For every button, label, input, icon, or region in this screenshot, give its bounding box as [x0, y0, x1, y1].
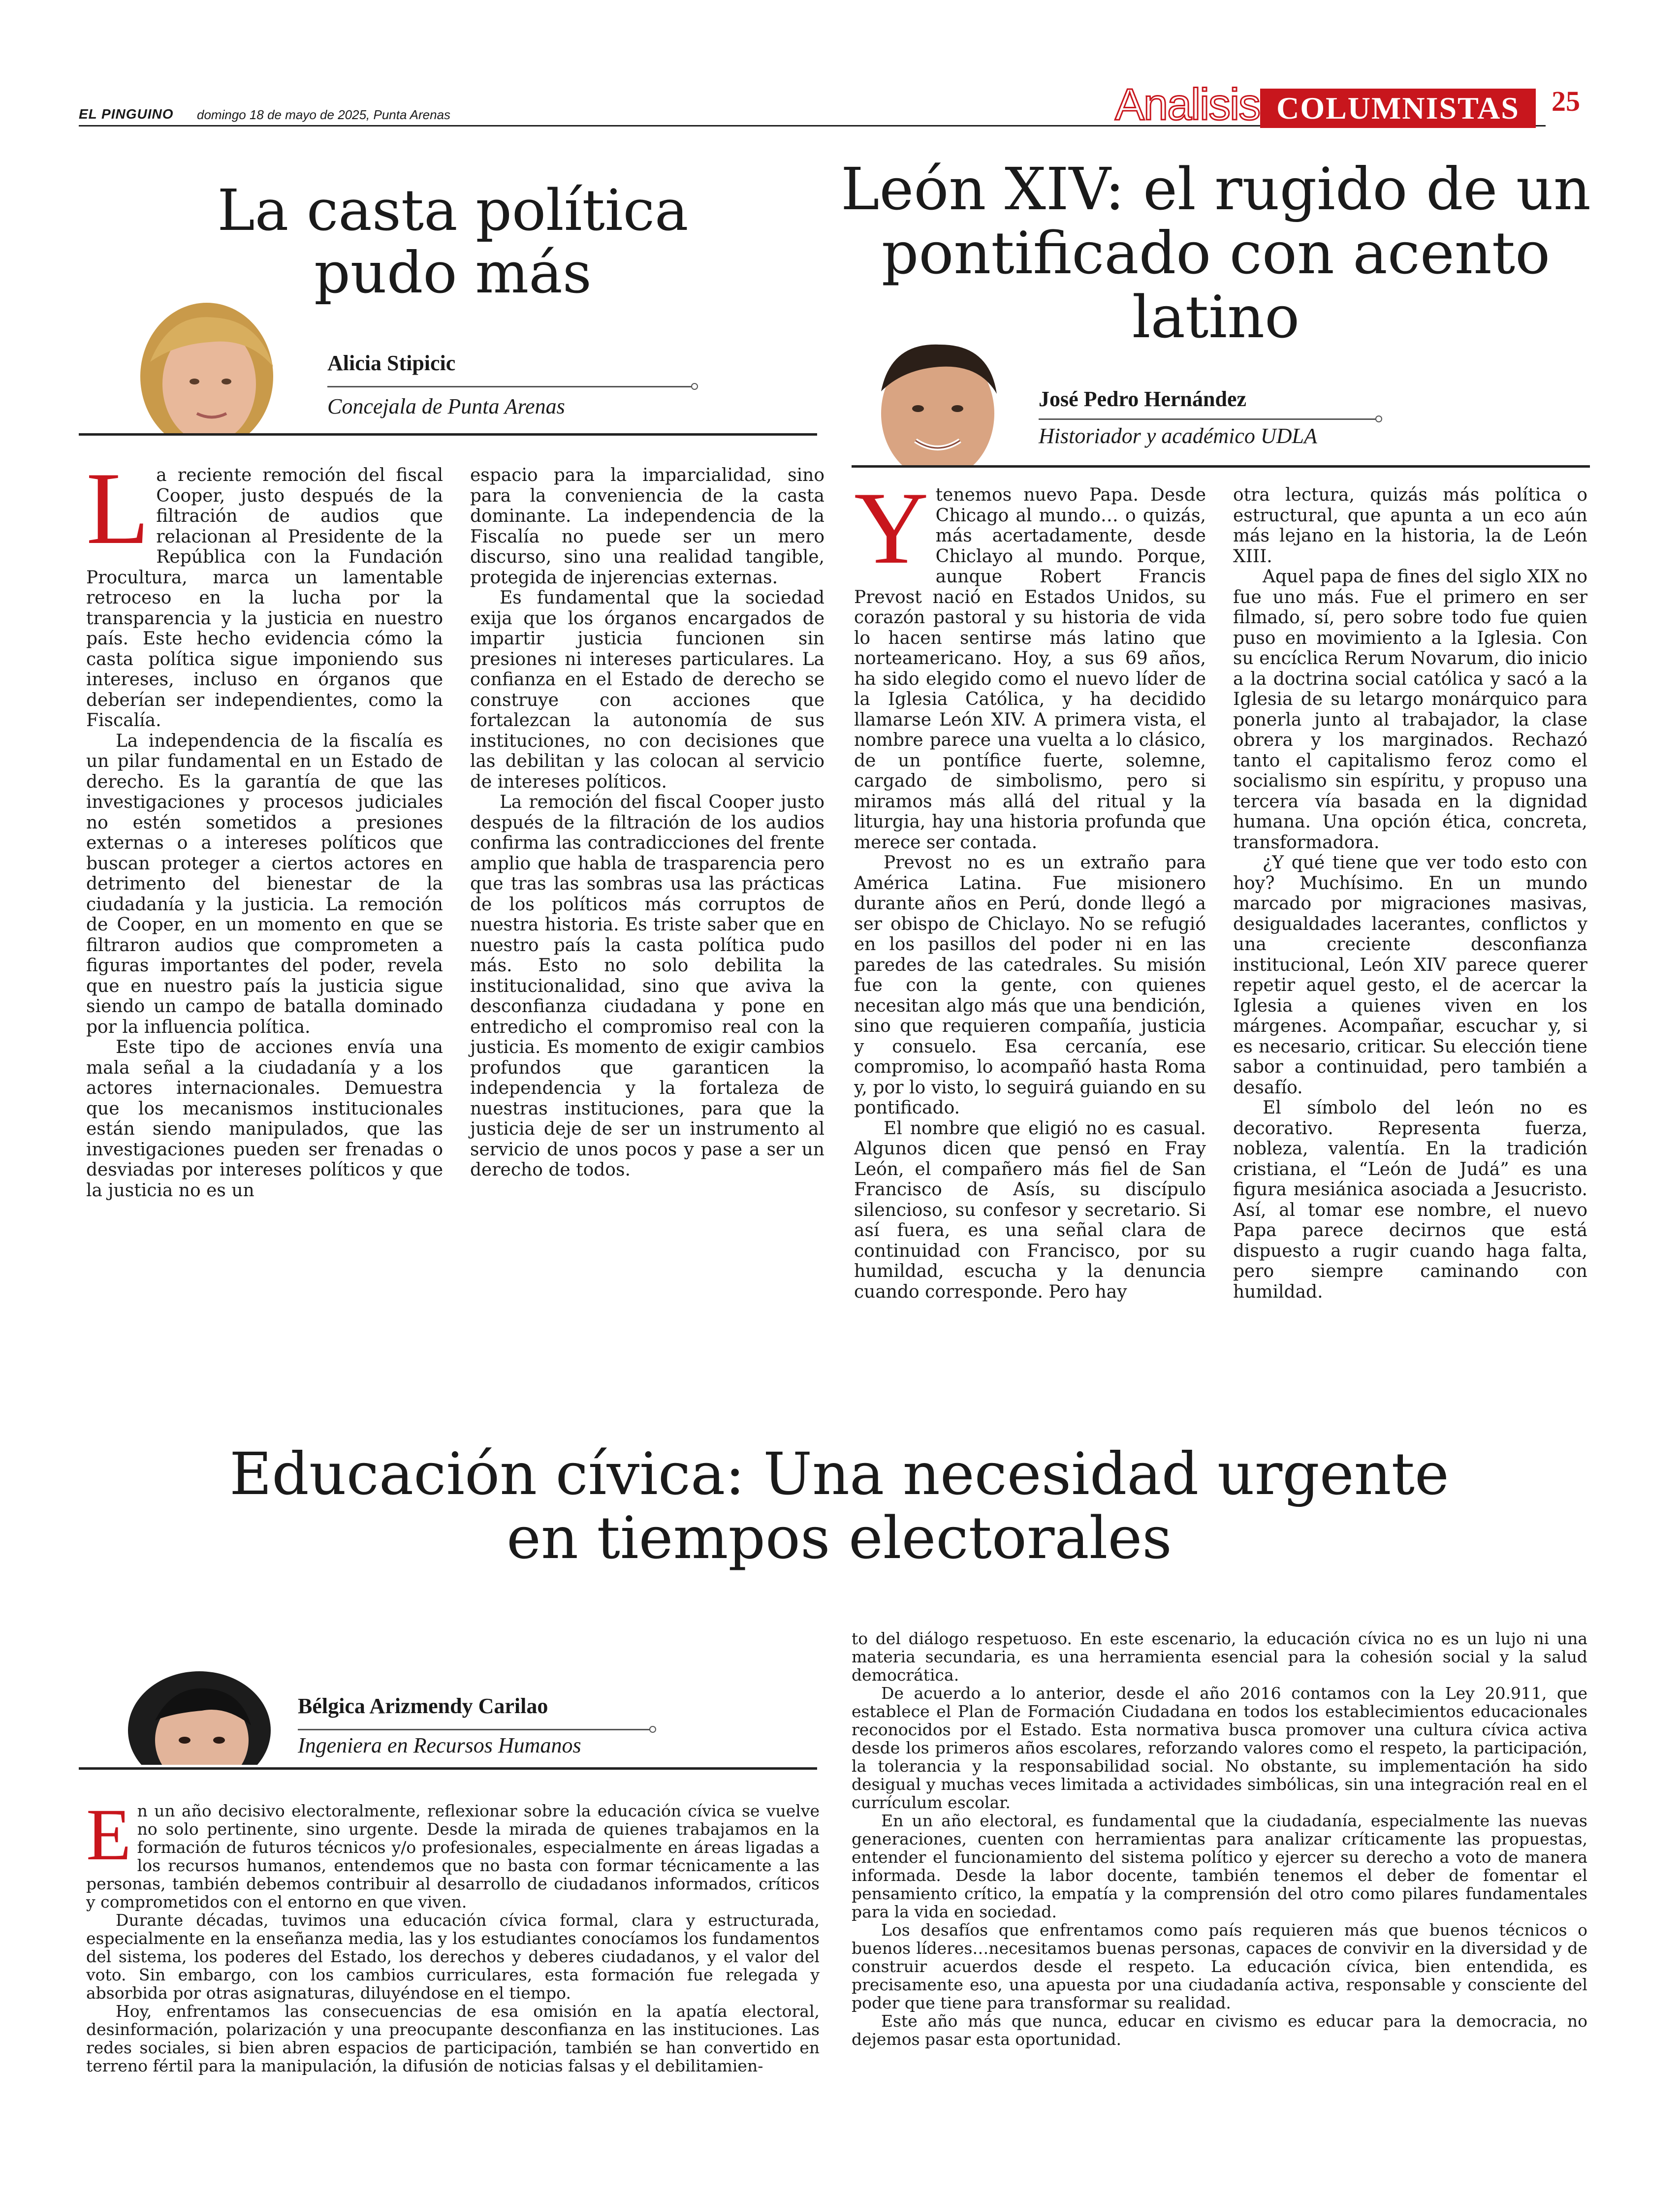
article1-paragraph: a reciente remoción del fiscal Cooper, justo después de la filtración de audios que relacionan al Presidente de la República con la Fundación Procultura, marca un lamentable retroceso en la lucha por la transparencia y la justicia en nuestro país. Este hecho evidencia cómo la casta política sigue imponiendo sus intereses, incluso en órganos que deberían ser independientes, como la Fiscalía.	[86, 465, 443, 731]
article1-role: Concejala de Punta Arenas	[327, 394, 565, 418]
article1-paragraph: Este tipo de acciones envía una mala señal a la ciudadanía y a los actores internacionales. Demuestra que los mecanismos institucionales están siendo manipulados, que las investigaciones pueden ser frenadas o desviadas por intereses políticos y que la justicia no es un	[86, 1037, 443, 1201]
article3-paragraph: Los desafíos que enfrentamos como país requieren más que buenos técnicos o buenos líderes…necesitamos buenas personas, capaces de convivir en la diversidad y de construir acuerdos desde el respeto. La educación cívica, bien entendida, es precisamente eso, una apuesta por una ciudadanía activa, responsable y consciente del poder que tiene para transformar su realidad.	[852, 1920, 1587, 2012]
article1-paragraph: espacio para la imparcialidad, sino para la conveniencia de la casta dominante. La independencia de la Fiscalía no puede ser un mero discurso, sino una realidad tangible, protegida de injerencias externas.	[470, 465, 824, 588]
article2-paragraph: tenemos nuevo Papa. Desde Chicago al mundo… o quizás, más acertadamente, desde Chiclayo al mundo. Porque, aunque Robert Francis Prevost nació en Estados Unidos, su corazón pastoral y su historia de vida lo hacen sentirse más latino que norteamericano. Hoy, a sus 69 años, ha sido elegido como el nuevo líder de la Iglesia Católica, y ha decidido llamarse León XIV. A primera vista, el nombre parece una vuelta a lo clásico, de un pontífice fuerte, solemne, cargado de simbolismo, pero si miramos más allá del ritual y la liturgia, hay una historia profunda que merece ser contada.	[854, 485, 1206, 853]
article3-rule-dot	[649, 1726, 656, 1733]
article2-role: Historiador y académico UDLA	[1039, 424, 1317, 448]
article3-title: Educación cívica: Una necesidad urgente en tiempos electorales	[229, 1440, 1449, 1572]
article1-top-rule	[79, 433, 817, 436]
article3-author: Bélgica Arizmendy Carilao	[298, 1694, 548, 1718]
section-label: COLUMNISTAS	[1260, 89, 1536, 128]
article3-paragraph: n un año decisivo electoralmente, reflexionar sobre la educación cívica se vuelve no solo pertinente, sino urgente. Desde la mirada de quienes trabajamos en la formación de futuros técnicos y/o profesionales, especialmente en áreas ligadas a los recursos humanos, entendemos que no basta con formar técnicamente a las personas, también debemos contribuir al desarrollo de ciudadanos informados, críticos y comprometidos con el entorno en que viven.	[86, 1801, 820, 1911]
article3-author-rule	[298, 1729, 652, 1730]
article2-paragraph: ¿Y qué tiene que ver todo esto con hoy? Muchísimo. En un mundo marcado por migraciones masivas, desigualdades lacerantes, conflictos y una creciente desconfianza institucional, León XIV parece querer repetir aquel gesto, el de acercar la Iglesia a quienes viven en los márgenes. Acompañar, escuchar y, si es necesario, criticar. Su elección tiene sabor a continuidad, pero también a desafío.	[1233, 853, 1587, 1098]
section-kicker: Analisis	[1115, 80, 1260, 129]
article1-column-1	[86, 451, 443, 1201]
article2-author-rule	[1039, 418, 1378, 420]
article3-paragraph: En un año electoral, es fundamental que la ciudadanía, especialmente las nuevas generaciones, cuenten con herramientas para analizar críticamente las propuestas, entender el funcionamiento del sistema político y ejercer su derecho a voto de manera informada. Desde la labor docente, también tenemos el deber de fomentar el pensamiento crítico, la empatía y la comprensión del otro como pilares fundamentales para la vida en sociedad.	[852, 1811, 1587, 1921]
article3-paragraph: to del diálogo respetuoso. En este escenario, la educación cívica no es un lujo ni una materia secundaria, es una herramienta esencial para la cohesión social y la salud democrática.	[852, 1629, 1587, 1685]
article2-top-rule	[852, 465, 1590, 468]
author-portrait-arizmendy	[118, 1666, 281, 1765]
article1-author-rule	[327, 386, 694, 387]
article3-column-2	[852, 1629, 1587, 2048]
author-portrait-hernandez	[856, 335, 1019, 465]
newspaper-brand: EL PINGUINO	[79, 106, 174, 122]
article2-rule-dot	[1375, 415, 1382, 422]
article3-paragraph: Hoy, enfrentamos las consecuencias de esa omisión en la apatía electoral, desinformación, polarización y una preocupante desconfianza en las instituciones. Las redes sociales, si bien abren espacios de participación, también se han convertido en terreno fértil para la manipulación, la difusión de noticias falsas y el debilitamien-	[86, 2002, 820, 2075]
article3-column-1	[86, 1794, 820, 2075]
article1-drop-cap: L	[86, 451, 150, 566]
article2-author: José Pedro Hernández	[1039, 387, 1247, 411]
article1-author: Alicia Stipicic	[327, 351, 456, 375]
dateline: domingo 18 de mayo de 2025, Punta Arenas	[197, 107, 451, 122]
article2-paragraph: Prevost no es un extraño para América Latina. Fue misionero durante años en Perú, donde llegó a ser obispo de Chiclayo. No se refugió en los pasillos del poder ni en las paredes de las catedrales. Su misión fue con la gente, con quienes necesitan algo más que una bendición, sino que requieren compañía, justicia y consuelo. Esa cercanía, ese compromiso, lo acompañó hasta Roma y, por lo visto, lo seguirá guiando en su pontificado.	[854, 853, 1206, 1118]
article1-column-2	[470, 465, 824, 1180]
article1-paragraph: Es fundamental que la sociedad exija que los órganos encargados de impartir justicia funcionen sin presiones ni intereses particulares. La confianza en el Estado de derecho se construye con acciones que fortalezcan la autonomía de sus instituciones, no con decisiones que las debilitan y las colocan al servicio de intereses políticos.	[470, 588, 824, 792]
article2-column-1	[854, 471, 1206, 1302]
article3-paragraph: De acuerdo a lo anterior, desde el año 2016 contamos con la Ley 20.911, que establece el Plan de Formación Ciudadana en todos los establecimientos educacionales reconocidos por el Estado. Esta normativa busca promover una cultura cívica activa desde los primeros años escolares, reforzando valores como el respeto, la participación, la tolerancia y la responsabilidad social. No obstante, su implementación ha sido desigual y muchas veces limitada a actividades simbólicas, sin una integración real en el currículum escolar.	[852, 1684, 1587, 1812]
article3-top-rule	[79, 1767, 817, 1770]
article1-paragraph: La remoción del fiscal Cooper justo después de la filtración de los audios confirma las contradicciones del frente amplio que habla de trasparencia pero que tras las sombras usa las prácticas de los políticos más corruptos de nuestra historia. Es triste saber que en nuestro país la casta política pudo más. Esto no solo debilita la institucionalidad, sino que aviva la desconfianza ciudadana y pone en entredicho el compromiso real con la justicia. Es momento de exigir cambios profundos que garanticen la independencia y la fortaleza de nuestras instituciones, para que la justicia deje de ser un instrumento al servicio de unos pocos y pase a ser un derecho de todos.	[470, 792, 824, 1180]
page-number: 25	[1552, 85, 1580, 117]
article3-drop-cap: E	[86, 1794, 131, 1876]
article2-paragraph: El símbolo del león no es decorativo. Representa fuerza, nobleza, valentía. En la tradición cristiana, el “León de Judá” es una figura mesiánica asociada a Jesucristo. Así, al tomar ese nombre, el nuevo Papa parece decirnos que está dispuesto a rugir cuando haga falta, pero siempre caminando con humildad.	[1233, 1098, 1587, 1302]
article2-column-2	[1233, 485, 1587, 1302]
article3-paragraph: Durante décadas, tuvimos una educación cívica formal, clara y estructurada, especialmente en la enseñanza media, las y los estudiantes conocíamos los fundamentos del sistema, los poderes del Estado, los derechos y deberes ciudadanos, y el valor del voto. Sin embargo, con los cambios curriculares, esta formación fue relegada y absorbida por otras asignaturas, diluyéndose en el tiempo.	[86, 1911, 820, 2003]
article2-paragraph: Aquel papa de fines del siglo XIX no fue uno más. Fue el primero en ser filmado, sí, pero sobre todo fue quien puso en movimiento a la Iglesia. Con su encíclica Rerum Novarum, dio inicio a la doctrina social católica y sacó a la Iglesia de su letargo monárquico para ponerla junto al trabajador, la clase obrera y los marginados. Rechazó tanto el capitalismo feroz como el socialismo sin espíritu, y propuso una tercera vía basada en la dignidad humana. Una opción ética, concreta, transformadora.	[1233, 567, 1587, 853]
article2-drop-cap: Y	[854, 471, 929, 585]
article3-role: Ingeniera en Recursos Humanos	[298, 1733, 581, 1757]
article3-paragraph: Este año más que nunca, educar en civismo es educar para la democracia, no dejemos pasar esta oportunidad.	[852, 2011, 1587, 2049]
article1-paragraph: La independencia de la fiscalía es un pilar fundamental en un Estado de derecho. Es la garantía de que las investigaciones y procesos judiciales no estén sometidos a presiones externas o a intereses políticos que buscan proteger a ciertos actores en detrimento del bienestar de la ciudadanía y la justicia. La remoción de Cooper, en un momento en que se filtraron audios que comprometen a figuras importantes del poder, revela que en nuestro país la justicia sigue siendo un campo de batalla dominado por la influencia política.	[86, 731, 443, 1037]
article2-title: León XIV: el rugido de un pontificado con acento latino	[841, 155, 1591, 351]
author-portrait-stipicic	[116, 303, 298, 433]
article2-paragraph: El nombre que eligió no es casual. Algunos dicen que pensó en Fray León, el compañero más fiel de San Francisco de Asís, su discípulo silencioso, su confesor y secretario. Si así fuera, es una señal clara de continuidad con Francisco, por su humildad, escucha y la denuncia cuando corresponde. Pero hay	[854, 1118, 1206, 1302]
article2-paragraph: otra lectura, quizás más política o estructural, que apunta a un eco aún más lejano en la historia, la de León XIII.	[1233, 485, 1587, 567]
article1-title: La casta política pudo más	[217, 178, 689, 306]
article1-rule-dot	[691, 383, 698, 390]
